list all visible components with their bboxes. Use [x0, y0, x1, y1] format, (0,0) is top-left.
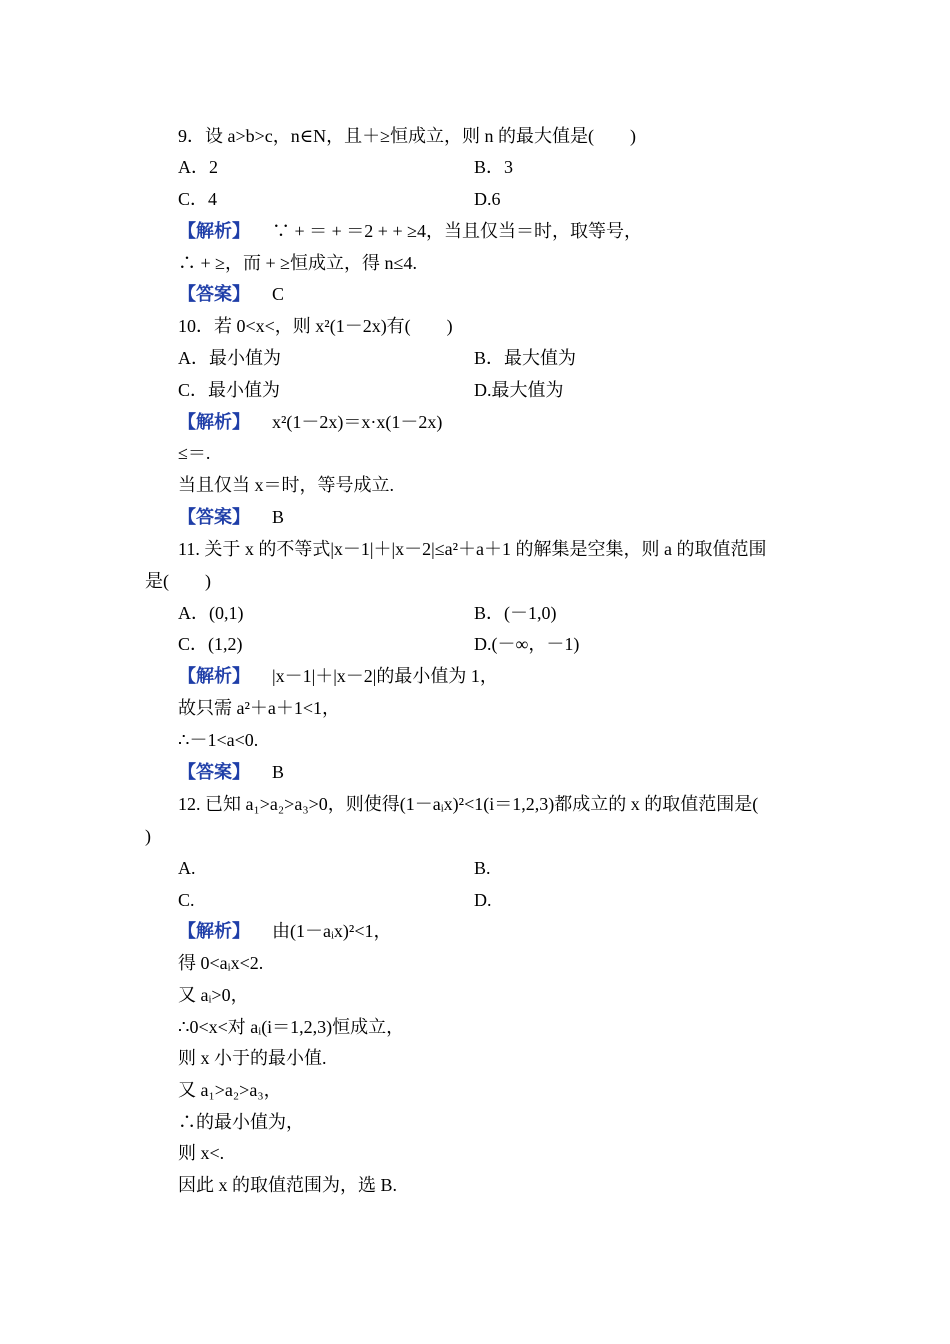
- q9-option-c: C．4: [178, 189, 218, 209]
- q9-stem: 9．设 a>b>c，n∈N，且＋≥恒成立，则 n 的最大值是( ): [178, 126, 636, 146]
- q10-answer-value: B: [272, 507, 285, 527]
- q12-stem-line-1: 12. 已知 a₁>a₂>a₃>0，则使得(1－aᵢx)²<1(i＝1,2,3)都成立的 x 的取值范围是(: [178, 794, 759, 814]
- q10-analysis-line-3: 当且仅当 x＝时，等号成立.: [178, 475, 394, 495]
- q11-answer-value: B: [272, 762, 285, 782]
- q11-analysis-line-2: 故只需 a²＋a＋1<1，: [178, 698, 341, 718]
- analysis-label: 【解析】: [178, 666, 250, 686]
- q10-stem: 10．若 0<x<，则 x²(1－2x)有( ): [178, 316, 453, 336]
- q9-analysis-line-1: [178, 219, 642, 243]
- q10-analysis-line-1: [178, 410, 442, 434]
- q9-answer-value: C: [272, 284, 285, 304]
- q12-analysis-line-6: 又 a₁>a₂>a₃，: [178, 1080, 282, 1100]
- q11-stem-line-1: 11. 关于 x 的不等式|x－1|＋|x－2|≤a²＋a＋1 的解集是空集，则 a 的取值范围: [178, 539, 767, 559]
- q11-analysis-text-1: |x－1|＋|x－2|的最小值为 1，: [272, 666, 498, 686]
- q11-option-a: A．(0,1): [178, 603, 244, 623]
- q12-analysis-line-3: 又 aᵢ>0，: [178, 985, 249, 1005]
- q10-option-d: D.最大值为: [474, 380, 564, 400]
- q10-option-c: C．最小值为: [178, 380, 281, 400]
- q10-analysis-line-2: ≤＝.: [178, 443, 211, 463]
- q12-analysis-line-5: 则 x 小于的最小值.: [178, 1048, 327, 1068]
- q11-answer: [178, 760, 284, 784]
- q11-option-d: D.(－∞，－1): [474, 634, 580, 654]
- answer-label: 【答案】: [178, 284, 250, 304]
- q9-option-d: D.6: [474, 189, 501, 209]
- q12-stem-line-2: ): [145, 826, 151, 846]
- q9-analysis-line-2: ∴ + ≥，而 + ≥恒成立，得 n≤4.: [178, 253, 417, 273]
- q11-option-c: C．(1,2): [178, 634, 243, 654]
- q10-option-b: B．最大值为: [474, 348, 577, 368]
- q12-analysis-line-1: [178, 919, 391, 943]
- answer-label: 【答案】: [178, 507, 250, 527]
- q9-option-b: B．3: [474, 157, 514, 177]
- q12-analysis-line-9: 因此 x 的取值范围为，选 B.: [178, 1175, 398, 1195]
- q12-analysis-line-8: 则 x<.: [178, 1143, 225, 1163]
- q11-stem-line-2: 是( ): [145, 571, 211, 591]
- q9-option-a: A．2: [178, 157, 218, 177]
- q9-analysis-text-1: ∵ + ＝ + ＝2 + + ≥4，当且仅当＝时，取等号，: [272, 221, 642, 241]
- q12-option-d: D.: [474, 890, 492, 910]
- q11-analysis-line-1: [178, 664, 498, 688]
- q11-analysis-line-3: ∴－1<a<0.: [178, 730, 259, 750]
- answer-label: 【答案】: [178, 762, 250, 782]
- analysis-label: 【解析】: [178, 412, 250, 432]
- q12-analysis-line-2: 得 0<aᵢx<2.: [178, 953, 264, 973]
- q10-option-a: A．最小值为: [178, 348, 281, 368]
- analysis-label: 【解析】: [178, 921, 250, 941]
- q12-option-c: C.: [178, 890, 195, 910]
- q11-option-b: B．(－1,0): [474, 603, 557, 623]
- q12-analysis-line-7: ∴的最小值为，: [178, 1112, 304, 1132]
- q12-option-b: B.: [474, 858, 491, 878]
- analysis-label: 【解析】: [178, 221, 250, 241]
- q10-answer: [178, 505, 284, 529]
- q10-analysis-text-1: x²(1－2x)＝x·x(1－2x): [272, 412, 443, 432]
- q12-analysis-text-1: 由(1－aᵢx)²<1，: [272, 921, 392, 941]
- q9-answer: [178, 282, 284, 306]
- q12-option-a: A.: [178, 858, 196, 878]
- q12-analysis-line-4: ∴0<x<对 aᵢ(i＝1,2,3)恒成立，: [178, 1017, 405, 1037]
